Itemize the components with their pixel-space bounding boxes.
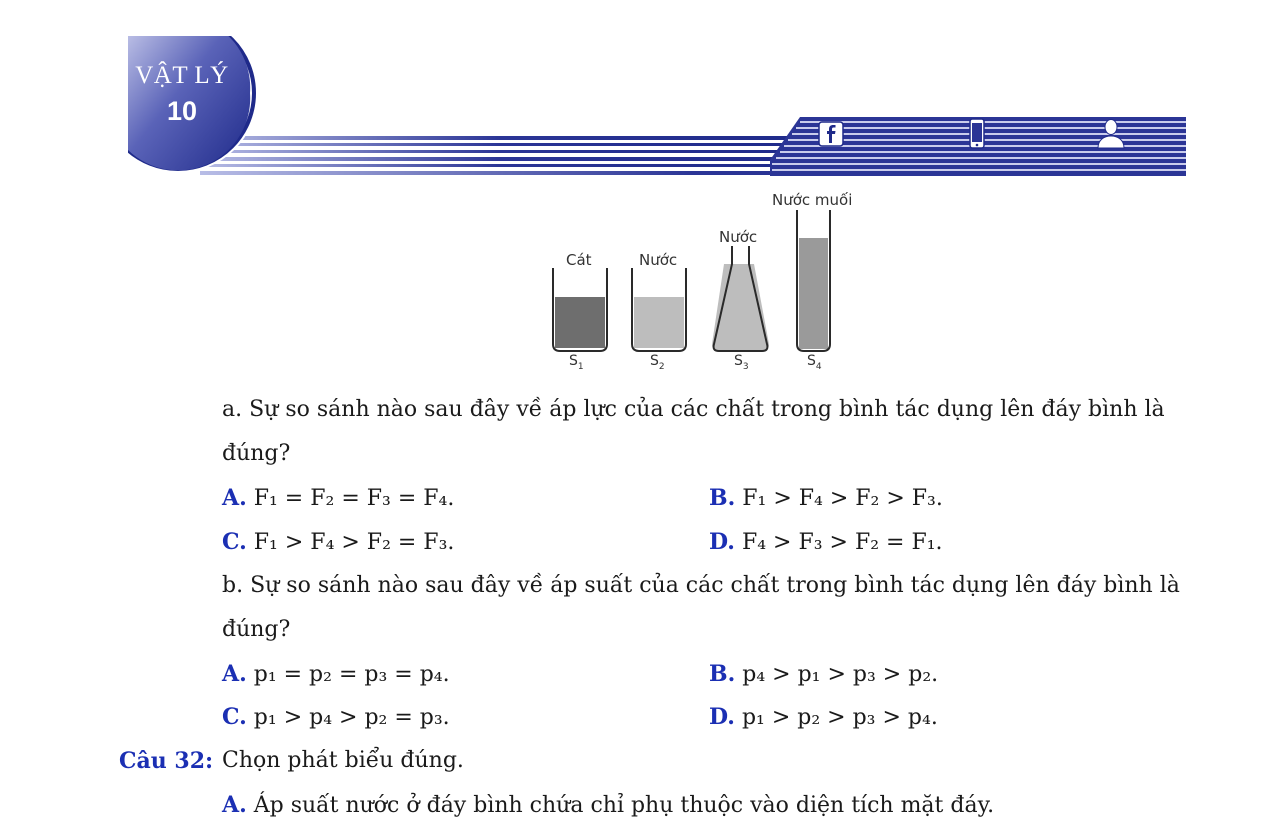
question-32-option-a[interactable] — [222, 791, 994, 820]
option-text: p₁ > p₄ > p₂ = p₃. — [253, 705, 450, 730]
part-b-option-c[interactable] — [222, 703, 450, 732]
header-stripes — [200, 117, 1186, 176]
page-header — [0, 0, 1275, 190]
part-a-option-a[interactable] — [222, 484, 454, 513]
label-s2: $S_2$ — [650, 353, 665, 372]
label-s4: $S_4$ — [807, 353, 822, 372]
part-b-question-line2: đúng? — [222, 617, 291, 642]
part-a-option-b[interactable] — [709, 484, 943, 513]
option-letter: C. — [222, 704, 247, 730]
part-b-option-b[interactable] — [709, 660, 938, 689]
beaker-sand — [553, 268, 607, 351]
part-a-option-d[interactable] — [709, 528, 943, 557]
beaker-water — [632, 268, 686, 351]
option-text: F₁ > F₄ > F₂ > F₃. — [742, 486, 943, 511]
tube-salt-water — [797, 210, 830, 351]
option-text: p₁ > p₂ > p₃ > p₄. — [741, 705, 938, 730]
label-sand: Cát — [566, 251, 592, 269]
option-text: F₄ > F₃ > F₂ = F₁. — [741, 530, 943, 555]
phone-icon[interactable] — [967, 118, 987, 150]
label-salt-water: Nước muối — [772, 191, 853, 209]
option-letter: A. — [222, 485, 247, 511]
option-text: F₁ = F₂ = F₃ = F₄. — [253, 486, 455, 511]
option-text: p₄ > p₁ > p₃ > p₂. — [742, 662, 939, 687]
option-letter: A. — [222, 792, 247, 818]
option-letter: D. — [709, 704, 735, 730]
option-text: F₁ > F₄ > F₂ = F₃. — [253, 530, 455, 555]
badge-subject: VẬT LÝ — [135, 62, 229, 89]
part-b-option-a[interactable] — [222, 660, 450, 689]
containers-figure — [540, 186, 880, 376]
facebook-icon[interactable] — [818, 121, 844, 147]
option-letter: B. — [709, 485, 736, 511]
header-banner-graphic — [0, 0, 1275, 190]
option-letter: B. — [709, 661, 736, 687]
label-water-2: Nước — [719, 228, 758, 246]
part-b-option-d[interactable] — [709, 703, 938, 732]
option-text: Áp suất nước ở đáy bình chứa chỉ phụ thuộc vào diện tích mặt đáy. — [253, 793, 995, 818]
part-b-question-line1: b. Sự so sánh nào sau đây về áp suất của các chất trong bình tác dụng lên đáy bình là — [222, 573, 1180, 598]
label-s1: $S_1$ — [569, 353, 584, 372]
label-water-1: Nước — [639, 251, 678, 269]
part-a-question-line1: a. Sự so sánh nào sau đây về áp lực của các chất trong bình tác dụng lên đáy bình là — [222, 397, 1165, 422]
option-letter: A. — [222, 661, 247, 687]
user-icon[interactable] — [1096, 118, 1126, 150]
option-text: p₁ = p₂ = p₃ = p₄. — [253, 662, 450, 687]
option-letter: D. — [709, 529, 735, 555]
badge-grade: 10 — [166, 96, 198, 126]
question-32-label: Câu 32: — [119, 748, 214, 774]
part-a-option-c[interactable] — [222, 528, 454, 557]
flask-water — [712, 246, 769, 351]
label-s3: $S_3$ — [734, 353, 749, 372]
question-32-prompt: Chọn phát biểu đúng. — [222, 748, 464, 773]
containers-drawing — [540, 186, 880, 376]
option-letter: C. — [222, 529, 247, 555]
part-a-question-line2: đúng? — [222, 441, 291, 466]
